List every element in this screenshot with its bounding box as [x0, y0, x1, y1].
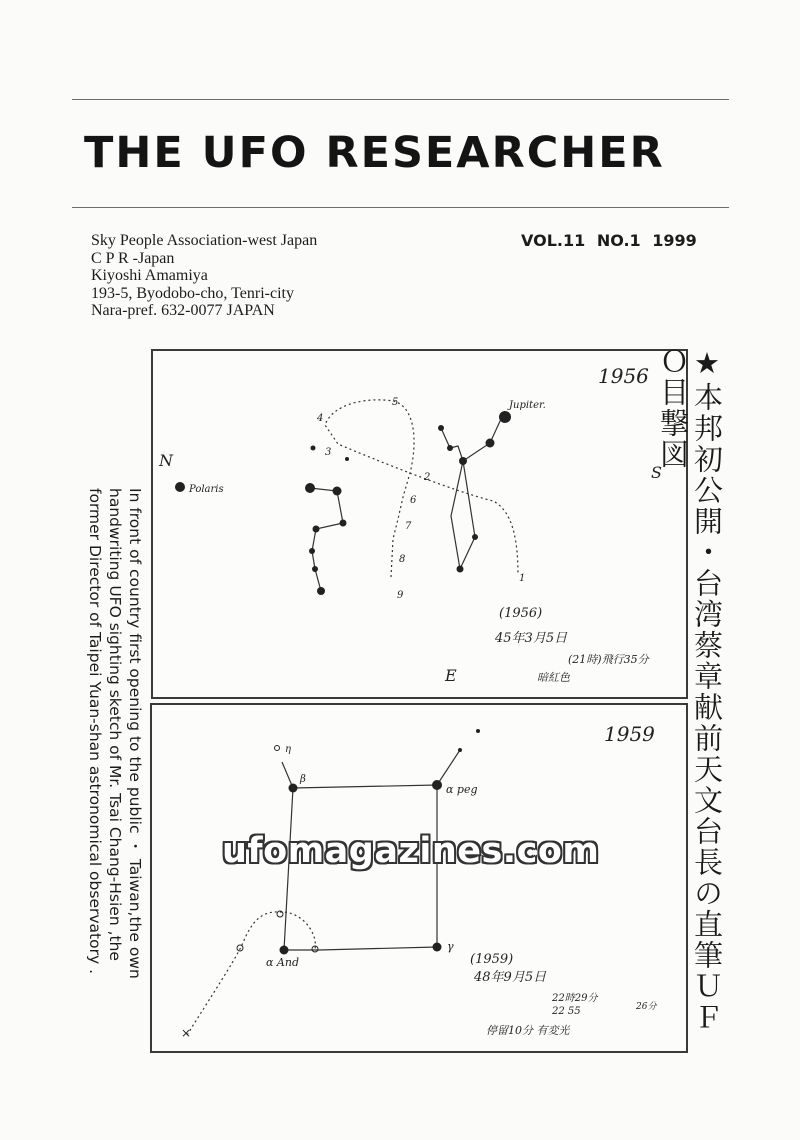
- top-rule: [72, 99, 729, 100]
- star-polaris: [175, 482, 185, 492]
- star-alpha-and: [280, 946, 289, 955]
- track-mark: 6: [410, 495, 417, 506]
- star: [340, 520, 347, 527]
- sketch-note: 22 55: [552, 1006, 581, 1017]
- english-caption: [85, 488, 145, 1048]
- address-line: C P R -Japan: [91, 249, 175, 267]
- title-bottom-rule: [72, 207, 729, 208]
- sketch-note: (1959): [470, 952, 514, 967]
- star-alpha-peg: [432, 780, 442, 790]
- track-mark: 7: [405, 521, 412, 532]
- star: [447, 445, 453, 451]
- star: [472, 534, 478, 540]
- track-mark: 5: [392, 397, 399, 408]
- ufo-track: [187, 912, 315, 1035]
- star: [311, 446, 316, 451]
- issue-info: VOL.11 NO.1 1999: [521, 231, 697, 250]
- label-beta: β: [300, 774, 306, 785]
- direction-east: E: [445, 666, 457, 685]
- star: [312, 566, 318, 572]
- ufo-end-mark: ×: [181, 1026, 192, 1040]
- sketch-note: 45年3月5日: [495, 631, 568, 646]
- address-line: Nara-pref. 632-0077 JAPAN: [91, 302, 275, 319]
- star: [309, 548, 315, 554]
- label-alpha-peg: α peg: [446, 783, 478, 796]
- address-line: Sky People Association-west Japan: [91, 232, 318, 249]
- star: [317, 587, 325, 595]
- star-gamma: [433, 943, 442, 952]
- sketch-1959: [150, 703, 688, 1053]
- label-polaris: Polaris: [189, 484, 224, 495]
- sketch-note: (21時)飛行35分: [568, 653, 649, 666]
- star: [345, 457, 349, 461]
- track-mark: 9: [397, 590, 404, 601]
- label-alpha-and: α And: [266, 956, 299, 969]
- star: [458, 748, 462, 752]
- sketch-year: 1959: [604, 722, 655, 746]
- track-mark: 3: [325, 447, 332, 458]
- direction-south: S: [651, 463, 662, 482]
- star: [459, 457, 467, 465]
- label-gamma: γ: [447, 940, 454, 953]
- track-mark: 4: [317, 413, 324, 424]
- sketch-year: 1956: [598, 364, 649, 388]
- sketch-1959-drawing: [152, 705, 686, 1051]
- magazine-title: THE UFO RESEARCHER: [84, 128, 665, 178]
- star-beta: [289, 784, 298, 793]
- constellation-lines-2: [451, 461, 475, 569]
- ufo-track: [325, 400, 518, 577]
- sketch-1956: [151, 349, 688, 699]
- track-mark: 2: [424, 472, 431, 483]
- caption-line: handwriting UFO sighting sketch of Mr. Tsai Chang-Hsien ,the: [106, 488, 124, 961]
- label-eta: η: [285, 744, 291, 755]
- star: [457, 566, 464, 573]
- star-jupiter: [499, 411, 511, 423]
- sketch-note: 暗紅色: [537, 671, 570, 684]
- sketch-1956-drawing: [153, 351, 686, 697]
- japanese-caption: ★本邦初公開・台湾蔡章献前天文台長の直筆ＵＦＯ目撃図: [656, 346, 724, 1033]
- label-jupiter: Jupiter.: [509, 400, 546, 411]
- sketch-note: 停留10分 有変光: [486, 1024, 570, 1037]
- track-mark: 8: [399, 554, 406, 565]
- address-line: 193-5, Byodobo-cho, Tenri-city: [91, 284, 294, 302]
- publisher-address: [91, 232, 317, 320]
- star: [305, 483, 315, 493]
- star: [438, 425, 444, 431]
- caption-line: In front of country first opening to the public ・ Taiwan,the own: [126, 488, 144, 979]
- dipper-lines: [310, 488, 343, 591]
- sketch-note: (1956): [499, 606, 543, 621]
- track-mark: 1: [519, 573, 526, 584]
- sketch-note: 26分: [636, 1002, 657, 1012]
- star: [486, 439, 495, 448]
- constellation-lines: [437, 750, 460, 785]
- watermark: ufomagazines.com: [222, 831, 600, 871]
- star: [313, 526, 320, 533]
- direction-north: N: [159, 451, 173, 470]
- ufo-position: [275, 746, 280, 751]
- sketch-note: 22時29分: [552, 993, 598, 1004]
- address-line: Kiyoshi Amamiya: [91, 267, 208, 284]
- star: [333, 487, 342, 496]
- star: [476, 729, 480, 733]
- caption-line: former Director of Taipei Yuan-shan astronomical observatory .: [86, 488, 104, 974]
- sketch-note: 48年9月5日: [474, 970, 547, 985]
